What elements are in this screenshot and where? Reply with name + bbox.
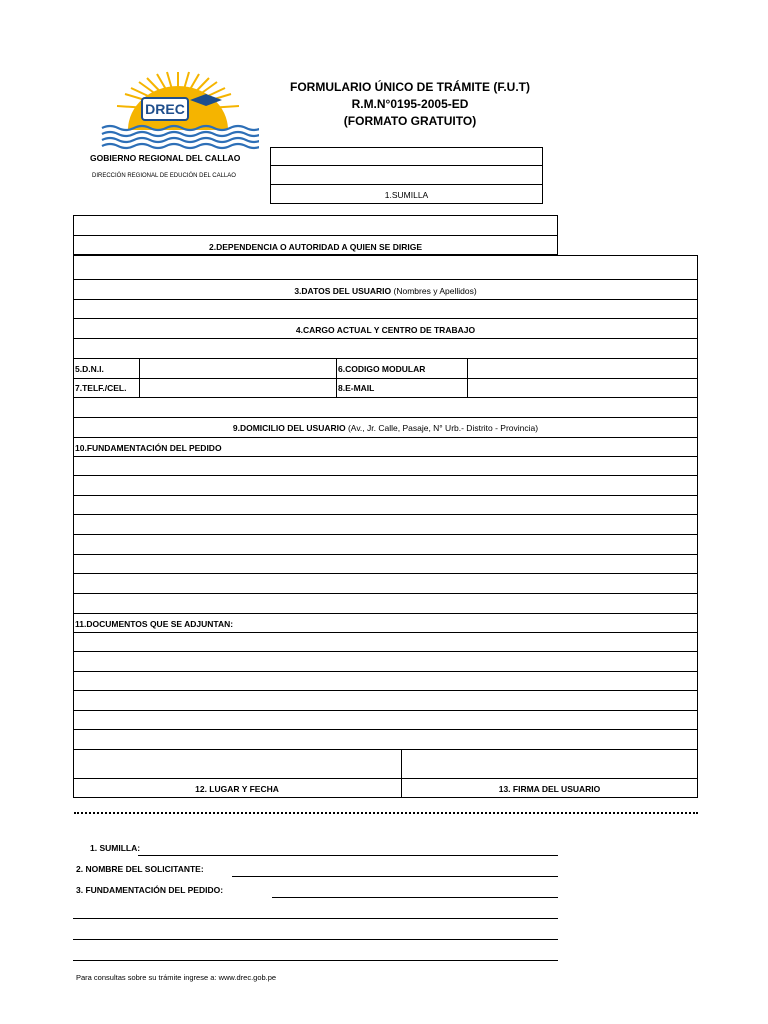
cargo-field[interactable]: [74, 300, 697, 317]
sumilla-field-1[interactable]: [271, 148, 542, 165]
email-label: 8.E-MAIL: [338, 383, 375, 393]
firma-label: 13. FIRMA DEL USUARIO: [498, 784, 601, 794]
footer-note: Para consultas sobre su trámite ingrese a: www.drec.gob.pe: [76, 973, 277, 982]
detachable-nombre-field[interactable]: [232, 861, 558, 876]
telf-label: 7.TELF./CEL.: [75, 383, 127, 393]
domicilio-label: 9.DOMICILIO DEL USUARIO (Av., Jr. Calle, Pasaje, N° Urb.- Distrito - Provincia): [232, 423, 539, 433]
dni-label: 5.D.N.I.: [75, 364, 104, 374]
cut-line: [74, 812, 698, 814]
sumilla-field-2[interactable]: [271, 166, 542, 184]
lugar-fecha-field[interactable]: [74, 750, 400, 778]
dependencia-label: 2.DEPENDENCIA O AUTORIDAD A QUIEN SE DIRIGE: [209, 242, 422, 252]
codigo-modular-field[interactable]: [468, 359, 697, 378]
dni-field[interactable]: [140, 359, 335, 378]
detachable-fundamentacion-field[interactable]: [73, 882, 558, 960]
email-field[interactable]: [468, 379, 697, 397]
datos-usuario-label: 3.DATOS DEL USUARIO (Nombres y Apellidos): [294, 286, 477, 296]
telf-field[interactable]: [140, 379, 335, 397]
fundamentacion-label: 10.FUNDAMENTACIÓN DEL PEDIDO: [75, 443, 222, 453]
detachable-fundamentacion-label: 3. FUNDAMENTACIÓN DEL PEDIDO:: [76, 885, 224, 895]
cargo-label: 4.CARGO ACTUAL Y CENTRO DE TRABAJO: [295, 325, 476, 335]
form-title-line1: FORMULARIO ÚNICO DE TRÁMITE (F.U.T): [290, 80, 530, 94]
form-title-line3: (FORMATO GRATUITO): [343, 114, 477, 128]
form-title-line2: R.M.N°0195-2005-ED: [351, 97, 469, 111]
svg-text:DREC: DREC: [145, 101, 185, 117]
detachable-sumilla-field[interactable]: [138, 840, 558, 855]
org-subname: DIRECCIÓN REGIONAL DE EDUCIÓN DEL CALLAO: [92, 173, 236, 179]
firma-field[interactable]: [402, 750, 697, 778]
sumilla-label: 1.SUMILLA: [384, 190, 429, 200]
documentos-label: 11.DOCUMENTOS QUE SE ADJUNTAN:: [75, 619, 234, 629]
codigo-modular-label: 6.CODIGO MODULAR: [338, 364, 426, 374]
datos-usuario-field[interactable]: [74, 256, 697, 279]
domicilio-field[interactable]: [74, 398, 697, 416]
lugar-fecha-label: 12. LUGAR Y FECHA: [195, 784, 279, 794]
detachable-nombre-label: 2. NOMBRE DEL SOLICITANTE:: [76, 864, 204, 874]
fundamentacion-field[interactable]: [74, 457, 697, 612]
dependencia-field[interactable]: [74, 216, 557, 235]
detachable-sumilla-label: 1. SUMILLA:: [90, 843, 141, 853]
documentos-field[interactable]: [74, 633, 697, 748]
org-name: GOBIERNO REGIONAL DEL CALLAO: [90, 153, 241, 163]
